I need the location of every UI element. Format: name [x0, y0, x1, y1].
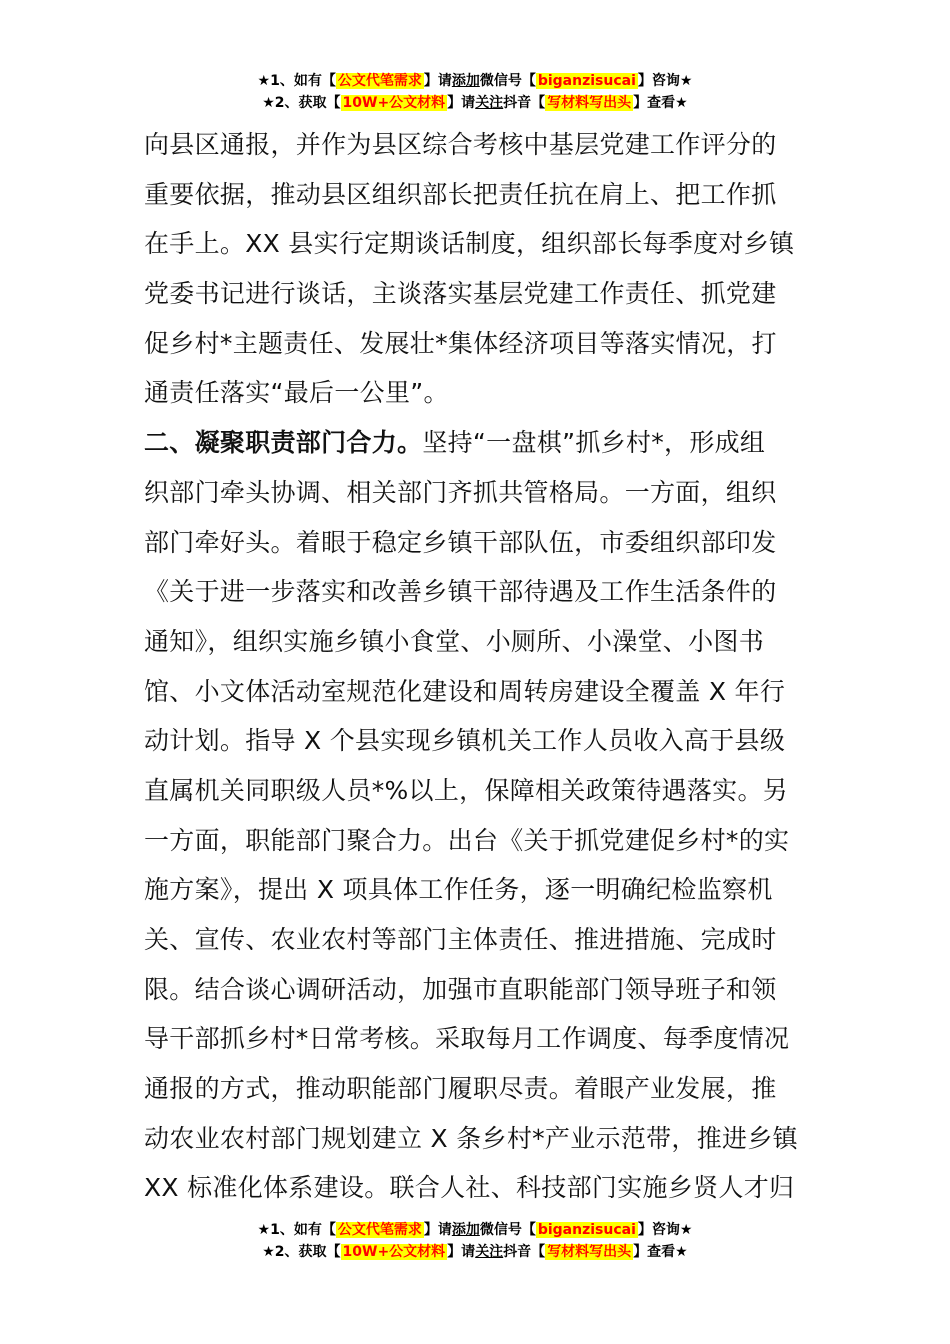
promo-text: 】请 — [423, 73, 452, 89]
promo-line-2 — [0, 92, 950, 114]
promo-text: ★1、如有【 — [257, 1222, 336, 1238]
document-body — [144, 120, 804, 1213]
promo-text: 】请 — [447, 1244, 476, 1260]
paragraph-line: 关、宣传、农业农村等部门主体责任、推进措施、完成时 — [144, 925, 777, 954]
promo-text: ★2、获取【 — [262, 1244, 341, 1260]
header-promo-banner — [0, 70, 950, 114]
promo-text: 】请 — [423, 1222, 452, 1238]
paragraph-line: 向县区通报，并作为县区综合考核中基层党建工作评分的 — [144, 130, 777, 159]
paragraph-line: 通知》，组织实施乡镇小食堂、小厕所、小澡堂、小图书 — [144, 626, 765, 656]
promo-highlight: 10W+公文材料 — [342, 95, 446, 111]
promo-wechat-id: biganzisucai — [537, 73, 636, 89]
promo-text: ★1、如有【 — [257, 73, 336, 89]
paragraph-line: 通责任落实“最后一公里”。 — [144, 378, 449, 408]
promo-underlined-text: 添加 — [451, 1222, 480, 1238]
paragraph-line: 直属机关同职级人员*%以上，保障相关政策待遇落实。另 — [144, 775, 789, 805]
paragraph-line: 《关于进一步落实和改善乡镇干部待遇及工作生活条件的 — [144, 577, 777, 607]
section-first-line — [144, 418, 804, 468]
paragraph-line: 馆、小文体活动室规范化建设和周转房建设全覆盖 X 年行 — [144, 676, 786, 706]
promo-line-1 — [0, 1219, 950, 1241]
paragraph-line: 党委书记进行谈话，主谈落实基层党建工作责任、抓党建 — [144, 279, 777, 309]
paragraph-line: 施方案》，提出 X 项具体工作任务，逐一明确纪检监察机 — [144, 875, 773, 905]
paragraph-line: 动计划。指导 X 个县实现乡镇机关工作人员收入高于县级 — [144, 726, 786, 756]
promo-text: 微信号【 — [479, 73, 536, 89]
paragraph-line: 促乡村*主题责任、发展壮*集体经济项目等落实情况，打 — [144, 328, 777, 358]
section-heading: 二、凝聚职责部门合力。 — [144, 428, 423, 458]
promo-text: 】请 — [447, 95, 476, 111]
paragraph-line: 织部门牵头协调、相关部门齐抓共管格局。一方面，组织 — [144, 477, 777, 507]
promo-text: 微信号【 — [479, 1222, 536, 1238]
paragraph-line: 部门牵好头。着眼于稳定乡镇干部队伍，市委组织部印发 — [144, 527, 777, 557]
promo-text: ★2、获取【 — [262, 95, 341, 111]
paragraph-line: 通报的方式，推动职能部门履职尽责。着眼产业发展，推 — [144, 1074, 777, 1104]
promo-underlined-text: 添加 — [451, 73, 480, 89]
promo-douyin-id: 写材料写出头 — [547, 1244, 632, 1260]
paragraph-line: 导干部抓乡村*日常考核。采取每月工作调度、每季度情况 — [144, 1024, 790, 1054]
promo-underlined-text: 关注 — [475, 1244, 504, 1260]
promo-text: 】查看★ — [633, 95, 688, 111]
promo-line-1 — [0, 70, 950, 92]
promo-highlight: 公文代笔需求 — [337, 73, 422, 89]
paragraph-line: 在手上。XX 县实行定期谈话制度，组织部长每季度对乡镇 — [144, 229, 795, 259]
footer-promo-banner — [0, 1219, 950, 1263]
paragraph-line: 重要依据，推动县区组织部长把责任抗在肩上、把工作抓 — [144, 179, 777, 209]
promo-line-2 — [0, 1241, 950, 1263]
promo-highlight: 10W+公文材料 — [342, 1244, 446, 1260]
promo-douyin-id: 写材料写出头 — [547, 95, 632, 111]
promo-underlined-text: 关注 — [475, 95, 504, 111]
paragraph-line: 动农业农村部门规划建立 X 条乡村*产业示范带，推进乡镇 — [144, 1123, 798, 1153]
promo-text: 】咨询★ — [637, 1222, 693, 1238]
paragraph-line: 限。结合谈心调研活动，加强市直职能部门领导班子和领 — [144, 974, 777, 1004]
paragraph-line: XX 标准化体系建设。联合人社、科技部门实施乡贤人才归 — [144, 1173, 795, 1203]
promo-highlight: 公文代笔需求 — [337, 1222, 422, 1238]
promo-text: 】咨询★ — [637, 73, 693, 89]
paragraph-line: 一方面，职能部门聚合力。出台《关于抓党建促乡村*的实 — [144, 825, 790, 855]
promo-text: 抖音【 — [503, 95, 546, 111]
promo-text: 】查看★ — [633, 1244, 688, 1260]
promo-text: 抖音【 — [503, 1244, 546, 1260]
promo-wechat-id: biganzisucai — [537, 1222, 636, 1238]
paragraph-text: 坚持“一盘棋”抓乡村*，形成组 — [422, 428, 766, 458]
